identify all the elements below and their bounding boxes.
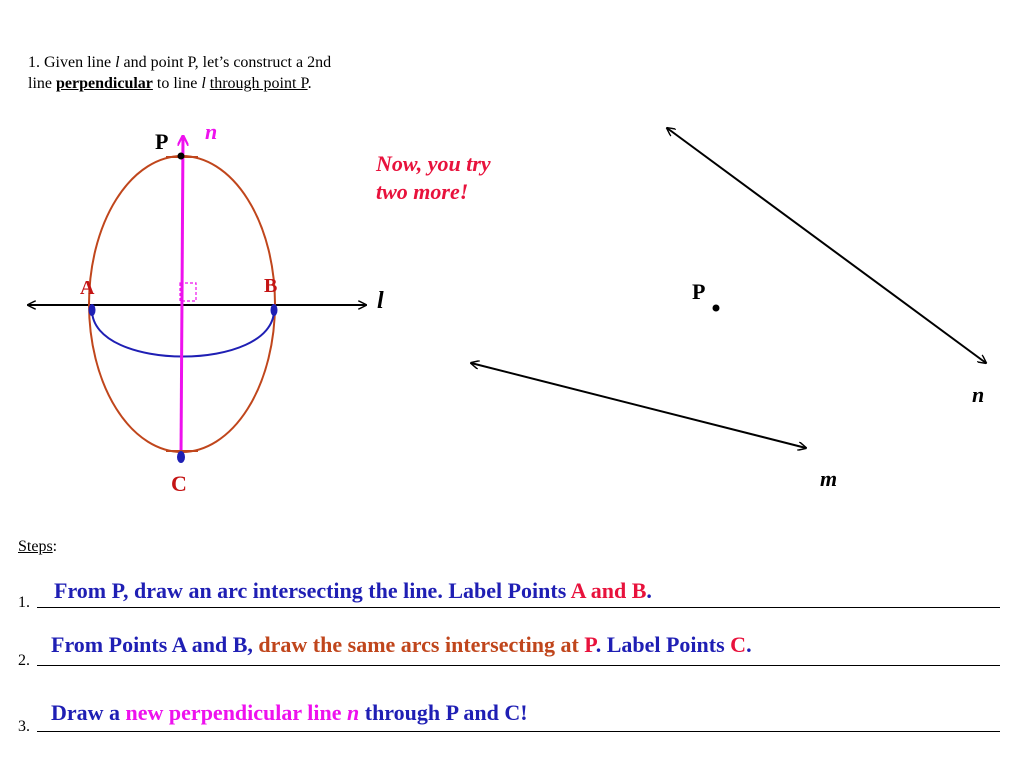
- label-n: n: [205, 119, 218, 144]
- step-2-part-6: .: [746, 632, 752, 657]
- intro-line1: 1. Given line: [28, 54, 112, 71]
- steps-title-colon: :: [52, 538, 58, 555]
- step-3-blank-line: [37, 731, 1000, 732]
- step-3-part-4: through P and C!: [359, 700, 528, 725]
- step-3-part-3: n: [347, 700, 360, 725]
- intro-perpendicular: perpendicular: [56, 75, 153, 92]
- step-2: [18, 628, 1000, 668]
- intro-period: .: [307, 75, 312, 92]
- try-line2: two more!: [376, 179, 469, 204]
- step-3: [18, 694, 1000, 734]
- point-P2-dot: [713, 305, 720, 312]
- label-l: l: [377, 288, 384, 314]
- intro-line1b: and point P, let’s construct a 2nd: [123, 54, 332, 71]
- label-C: C: [171, 471, 187, 496]
- intro-line2c: through point P: [209, 75, 308, 92]
- step-2-blank-line: [37, 665, 1000, 666]
- point-C-dot: [177, 451, 185, 463]
- step-1-blank-line: [37, 607, 1000, 608]
- step-2-part-3: P: [584, 632, 596, 657]
- step-1-text: [54, 578, 652, 604]
- try-two-more-text: [376, 150, 491, 206]
- intro-line-l2: l: [201, 75, 206, 92]
- step-2-number: 2.: [18, 652, 30, 669]
- steps-title: [18, 538, 57, 556]
- intro-line2a: line: [28, 75, 52, 92]
- intro-line-l1: l: [115, 54, 120, 71]
- line-m-practice: [471, 363, 806, 448]
- step-3-part-2: new perpendicular line: [125, 700, 347, 725]
- label-P2: P: [692, 279, 706, 304]
- step-1-part-1: From P, draw an arc intersecting the line. Label Points: [54, 578, 571, 603]
- step-2-part-4: . Label Points: [595, 632, 731, 657]
- label-A: A: [80, 277, 95, 299]
- step-3-part-1: Draw a: [51, 700, 126, 725]
- step-2-part-5: C: [730, 632, 747, 657]
- label-n2: n: [972, 382, 985, 407]
- try-line1: Now, you try: [376, 151, 491, 176]
- step-2-part-1: From Points A and B,: [51, 632, 259, 657]
- step-1-number: 1.: [18, 594, 30, 611]
- step-3-text: [51, 700, 528, 726]
- label-m: m: [820, 466, 838, 491]
- point-A-dot: [89, 304, 96, 316]
- step-1-part-3: .: [646, 578, 652, 603]
- step-1: [18, 570, 1000, 610]
- line-n-practice: [667, 128, 986, 363]
- point-B-dot: [271, 304, 278, 316]
- point-P-dot: [178, 153, 185, 160]
- step-1-part-2: A and B: [570, 578, 647, 603]
- label-P: P: [155, 129, 169, 154]
- perpendicular-line-n: [181, 136, 183, 456]
- step-3-number: 3.: [18, 718, 30, 735]
- step-2-text: [51, 632, 752, 658]
- step-2-part-2: draw the same arcs intersecting at: [258, 632, 585, 657]
- steps-title-label: Steps: [18, 538, 53, 555]
- label-B: B: [264, 275, 278, 297]
- intro-line2b: to line: [156, 75, 198, 92]
